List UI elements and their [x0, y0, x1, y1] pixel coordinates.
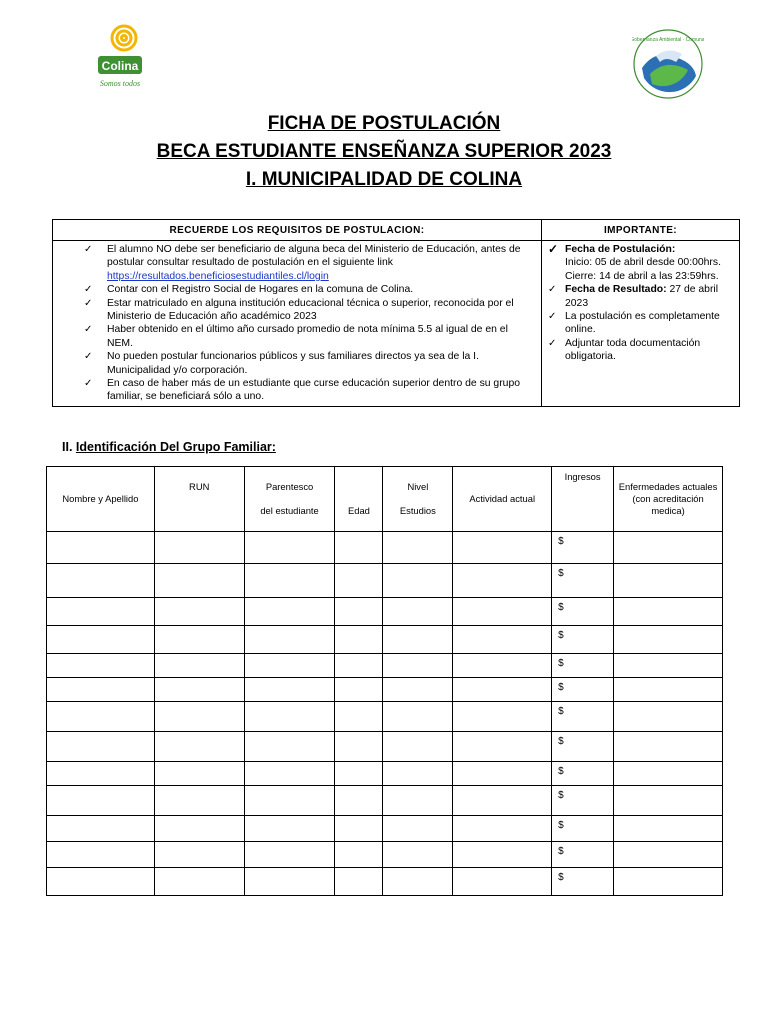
nombre-cell[interactable]	[47, 786, 155, 816]
document-titles	[0, 110, 768, 194]
family-member-row	[47, 532, 723, 564]
parentesco-cell[interactable]	[244, 598, 335, 626]
family-member-row	[47, 842, 723, 868]
enfermedades-cell[interactable]	[614, 532, 723, 564]
nivel-cell[interactable]	[383, 654, 453, 678]
parentesco-cell[interactable]	[244, 842, 335, 868]
edad-cell[interactable]	[335, 678, 383, 702]
nivel-cell[interactable]	[383, 786, 453, 816]
currency-symbol: $	[558, 682, 564, 693]
parentesco-cell[interactable]	[244, 816, 335, 842]
nombre-cell[interactable]	[47, 532, 155, 564]
family-member-row	[47, 626, 723, 654]
parentesco-cell[interactable]	[244, 702, 335, 732]
actividad-cell[interactable]	[453, 702, 552, 732]
ingresos-cell[interactable]	[552, 532, 614, 564]
nombre-cell[interactable]	[47, 868, 155, 896]
title-municipalidad: I. MUNICIPALIDAD DE COLINA	[245, 169, 523, 190]
ingresos-cell[interactable]	[552, 678, 614, 702]
nivel-cell[interactable]	[383, 626, 453, 654]
enfermedades-cell[interactable]	[614, 598, 723, 626]
header-edad: Edad	[335, 467, 383, 532]
gobernanza-ambiental-logo	[632, 28, 704, 100]
check-icon: ✓	[548, 337, 557, 349]
check-icon: ✓	[84, 284, 93, 296]
parentesco-cell[interactable]	[244, 532, 335, 564]
ingresos-cell[interactable]	[552, 868, 614, 896]
nivel-cell[interactable]	[383, 732, 453, 762]
check-icon: ✓	[84, 324, 93, 336]
important-list	[548, 243, 735, 364]
check-icon: ✓	[84, 297, 93, 309]
enfermedades-cell[interactable]	[614, 816, 723, 842]
check-icon: ✓	[548, 242, 559, 256]
currency-symbol: $	[558, 872, 564, 883]
family-member-row	[47, 816, 723, 842]
nombre-cell[interactable]	[47, 702, 155, 732]
requirement-item: ✓ Contar con el Registro Social de Hogares en la comuna de Colina.	[84, 284, 414, 296]
currency-symbol: $	[558, 846, 564, 857]
run-cell[interactable]	[154, 598, 244, 626]
nombre-cell[interactable]	[47, 762, 155, 786]
actividad-cell[interactable]	[453, 762, 552, 786]
requirements-list	[84, 243, 535, 404]
check-icon: ✓	[84, 378, 93, 390]
nombre-cell[interactable]	[47, 732, 155, 762]
nombre-cell[interactable]	[47, 626, 155, 654]
family-table-header-row	[47, 467, 723, 532]
edad-cell[interactable]	[335, 702, 383, 732]
run-cell[interactable]	[154, 868, 244, 896]
run-cell[interactable]	[154, 786, 244, 816]
nivel-cell[interactable]	[383, 702, 453, 732]
check-icon: ✓	[548, 311, 557, 323]
actividad-cell[interactable]	[453, 816, 552, 842]
parentesco-cell[interactable]	[244, 654, 335, 678]
ingresos-cell[interactable]	[552, 626, 614, 654]
header-enfermedades: Enfermedades actuales (con acreditación medica)	[614, 467, 723, 532]
ingresos-cell[interactable]	[552, 654, 614, 678]
family-member-row	[47, 868, 723, 896]
title-beca: BECA ESTUDIANTE ENSEÑANZA SUPERIOR 2023	[156, 141, 612, 162]
ingresos-cell[interactable]	[552, 598, 614, 626]
check-icon: ✓	[84, 244, 93, 255]
parentesco-cell[interactable]	[244, 868, 335, 896]
enfermedades-cell[interactable]	[614, 842, 723, 868]
enfermedades-cell[interactable]	[614, 702, 723, 732]
actividad-cell[interactable]	[453, 678, 552, 702]
important-item: ✓ Fecha de Resultado: 27 de abril 2023	[548, 284, 719, 309]
nombre-cell[interactable]	[47, 564, 155, 598]
header-run: RUN	[154, 467, 244, 532]
currency-symbol: $	[558, 568, 564, 579]
currency-symbol: $	[558, 536, 564, 547]
run-cell[interactable]	[154, 654, 244, 678]
header-actividad: Actividad actual	[453, 467, 552, 532]
nivel-cell[interactable]	[383, 532, 453, 564]
enfermedades-cell[interactable]	[614, 678, 723, 702]
edad-cell[interactable]	[335, 842, 383, 868]
header-nivel: Nivel Estudios	[383, 467, 453, 532]
edad-cell[interactable]	[335, 732, 383, 762]
actividad-cell[interactable]	[453, 532, 552, 564]
edad-cell[interactable]	[335, 564, 383, 598]
header-ingresos: Ingresos	[552, 467, 614, 532]
header-parentesco: Parentesco del estudiante	[244, 467, 335, 532]
nombre-cell[interactable]	[47, 816, 155, 842]
ingresos-cell[interactable]	[552, 786, 614, 816]
important-item: ✓ La postulación es completamente online.	[548, 311, 720, 336]
enfermedades-cell[interactable]	[614, 732, 723, 762]
currency-symbol: $	[558, 766, 564, 777]
run-cell[interactable]	[154, 732, 244, 762]
parentesco-cell[interactable]	[244, 762, 335, 786]
parentesco-cell[interactable]	[244, 626, 335, 654]
currency-symbol: $	[558, 820, 564, 831]
enfermedades-cell[interactable]	[614, 786, 723, 816]
requirement-item: ✓ El alumno NO debe ser beneficiario de alguna beca del Ministerio de Educación, antes de postular consultar resultado de postulación en el siguiente link https://resultados.beneficiosestudiantiles.cl/login	[84, 244, 521, 282]
actividad-cell[interactable]	[453, 868, 552, 896]
important-item: ✓ Adjuntar toda documentación obligatoria.	[548, 337, 701, 363]
currency-symbol: $	[558, 630, 564, 641]
family-member-row	[47, 732, 723, 762]
requirement-item: ✓ No pueden postular funcionarios públicos y sus familiares directos ya sea de la I. Municipalidad y/o corporación.	[84, 351, 479, 376]
requirement-item: ✓ En caso de haber más de un estudiante que curse educación superior dentro de su grupo familiar, se beneficiará sólo a uno.	[84, 378, 521, 403]
run-cell[interactable]	[154, 564, 244, 598]
edad-cell[interactable]	[335, 598, 383, 626]
ingresos-cell[interactable]	[552, 732, 614, 762]
svg-text:Gobernanza Ambiental · Comunal: Gobernanza Ambiental · Comunal	[632, 37, 704, 43]
nivel-cell[interactable]	[383, 762, 453, 786]
edad-cell[interactable]	[335, 532, 383, 564]
ingresos-cell[interactable]	[552, 702, 614, 732]
family-group-table	[46, 466, 723, 896]
actividad-cell[interactable]	[453, 842, 552, 868]
check-icon: ✓	[84, 351, 93, 363]
ingresos-cell[interactable]	[552, 816, 614, 842]
requirement-item: ✓ Haber obtenido en el último año cursado promedio de nota mínima 5.5 al igual de en el NEM.	[84, 324, 508, 349]
nivel-cell[interactable]	[383, 678, 453, 702]
family-member-row	[47, 564, 723, 598]
nivel-cell[interactable]	[383, 868, 453, 896]
edad-cell[interactable]	[335, 868, 383, 896]
edad-cell[interactable]	[335, 654, 383, 678]
enfermedades-cell[interactable]	[614, 626, 723, 654]
nombre-cell[interactable]	[47, 598, 155, 626]
requirement-item: ✓ Estar matriculado en alguna institución educacional técnica o superior, reconocida por el Ministerio de Educación año académico 2023	[84, 297, 514, 323]
run-cell[interactable]	[154, 678, 244, 702]
requirements-list-cell	[53, 241, 542, 407]
enfermedades-cell[interactable]	[614, 868, 723, 896]
edad-cell[interactable]	[335, 762, 383, 786]
family-member-row	[47, 762, 723, 786]
ingresos-cell[interactable]	[552, 762, 614, 786]
resultados-link[interactable]: https://resultados.beneficiosestudiantiles.cl/login	[107, 270, 329, 282]
edad-cell[interactable]	[335, 786, 383, 816]
requirements-table	[52, 219, 740, 407]
svg-text:Colina: Colina	[101, 59, 139, 73]
parentesco-cell[interactable]	[244, 732, 335, 762]
ingresos-cell[interactable]	[552, 842, 614, 868]
actividad-cell[interactable]	[453, 786, 552, 816]
run-cell[interactable]	[154, 702, 244, 732]
run-cell[interactable]	[154, 762, 244, 786]
important-item: ✓ Fecha de Postulación: Inicio: 05 de abril desde 00:00hrs. Cierre: 14 de abril a las 23:59hrs.	[548, 242, 721, 282]
parentesco-cell[interactable]	[244, 786, 335, 816]
family-member-row	[47, 702, 723, 732]
family-member-row	[47, 654, 723, 678]
actividad-cell[interactable]	[453, 732, 552, 762]
run-cell[interactable]	[154, 532, 244, 564]
enfermedades-cell[interactable]	[614, 762, 723, 786]
enfermedades-cell[interactable]	[614, 654, 723, 678]
nivel-cell[interactable]	[383, 842, 453, 868]
edad-cell[interactable]	[335, 626, 383, 654]
ingresos-cell[interactable]	[552, 564, 614, 598]
actividad-cell[interactable]	[453, 598, 552, 626]
section-heading: II. Identificación Del Grupo Familiar:	[62, 440, 276, 454]
nombre-cell[interactable]	[47, 678, 155, 702]
currency-symbol: $	[558, 658, 564, 669]
run-cell[interactable]	[154, 842, 244, 868]
currency-symbol: $	[558, 790, 564, 801]
nombre-cell[interactable]	[47, 842, 155, 868]
svg-text:Somos todos: Somos todos	[99, 79, 141, 88]
important-header: IMPORTANTE:	[542, 220, 740, 241]
colina-logo	[90, 22, 150, 92]
nivel-cell[interactable]	[383, 598, 453, 626]
family-member-row	[47, 598, 723, 626]
title-ficha: FICHA DE POSTULACIÓN	[267, 113, 501, 134]
family-member-row	[47, 678, 723, 702]
requirements-header: RECUERDE LOS REQUISITOS DE POSTULACION:	[53, 220, 542, 241]
run-cell[interactable]	[154, 816, 244, 842]
parentesco-cell[interactable]	[244, 564, 335, 598]
actividad-cell[interactable]	[453, 654, 552, 678]
parentesco-cell[interactable]	[244, 678, 335, 702]
family-table-body	[47, 532, 723, 896]
nombre-cell[interactable]	[47, 654, 155, 678]
edad-cell[interactable]	[335, 816, 383, 842]
important-list-cell	[542, 241, 740, 407]
currency-symbol: $	[558, 706, 564, 717]
nivel-cell[interactable]	[383, 816, 453, 842]
actividad-cell[interactable]	[453, 626, 552, 654]
nivel-cell[interactable]	[383, 564, 453, 598]
actividad-cell[interactable]	[453, 564, 552, 598]
currency-symbol: $	[558, 602, 564, 613]
run-cell[interactable]	[154, 626, 244, 654]
enfermedades-cell[interactable]	[614, 564, 723, 598]
currency-symbol: $	[558, 736, 564, 747]
family-member-row	[47, 786, 723, 816]
check-icon: ✓	[548, 284, 557, 296]
header-nombre: Nombre y Apellido	[47, 467, 155, 532]
